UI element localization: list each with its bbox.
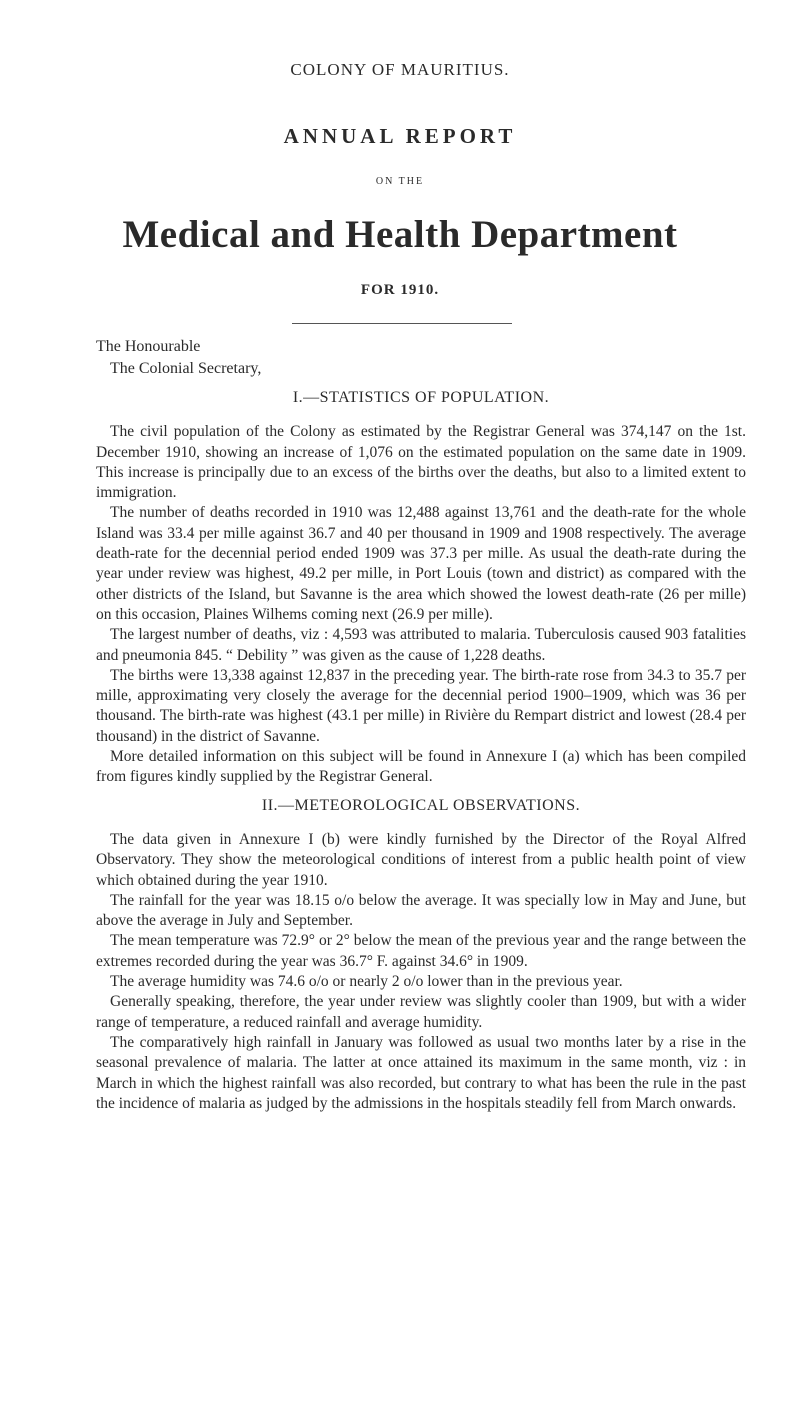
addressee-line-1: The Honourable	[96, 338, 201, 355]
title-divider	[292, 323, 512, 324]
paragraph: The number of deaths recorded in 1910 was 12,488 against 13,761 and the death-rate for the whole Island was 33.4 per mille against 36.7 and 40 per thousand in 1909 and 1908 respectively. The average death-rate for the decennial period ended 1909 was 37.3 per mille. As usual the death-rate during the year under review was highest, 49.2 per mille, in Port Louis (town and district) as compared with the other districts of the Island, but Savanne is the area which showed the lowest death-rate (26 per mille) on this occasion, Plaines Wilhems coming next (26.9 per mille).	[96, 504, 746, 623]
annual-report-title: ANNUAL REPORT	[283, 124, 517, 148]
department-title: Medical and Health Department	[122, 213, 678, 256]
paragraph: The data given in Annexure I (b) were kindly furnished by the Director of the Royal Alfred Observatory. They show the meteorological conditions of interest from a public health point of view which obtained during the year 1910.	[96, 830, 746, 889]
paragraph: The largest number of deaths, viz : 4,593 was attributed to malaria. Tuberculosis caused 903 fatalities and pneumonia 845. “ Debility ” was given as the cause of 1,228 deaths.	[96, 626, 746, 664]
colony-title: COLONY OF MAURITIUS.	[290, 60, 510, 79]
on-the-label: ON THE	[375, 176, 425, 187]
paragraph: The comparatively high rainfall in January was followed as usual two months later by a rise in the seasonal prevalence of malaria. The latter at once attained its maximum in the same month, viz : in March in which the highest rainfall was also recorded, but contrary to what has been the rule in the past the incidence of malaria as judged by the admissions in the hospitals steadily fell from March onwards.	[96, 1033, 746, 1112]
paragraph: The births were 13,338 against 12,837 in the preceding year. The birth-rate rose from 34.3 to 35.7 per mille, approximating very closely the average for the decennial period 1900–1909, which was 36 per thousand. The birth-rate was highest (43.1 per mille) in Rivière du Rempart district and lowest (28.4 per thousand) in the district of Savanne.	[96, 666, 746, 745]
paragraph: The rainfall for the year was 18.15 o/o below the average. It was specially low in May and June, but above the average in July and September.	[96, 891, 746, 930]
paragraph: The civil population of the Colony as estimated by the Registrar General was 374,147 on the 1st. December 1910, showing an increase of 1,076 on the estimated population on the same date in 1909. This increase is principally due to an excess of the births over the deaths, but also to a limited extent to immigration.	[96, 423, 746, 502]
paragraph: The average humidity was 74.6 o/o or nearly 2 o/o lower than in the previous year.	[110, 973, 623, 991]
paragraph: More detailed information on this subject will be found in Annexure I (a) which has been compiled from figures kindly supplied by the Registrar General.	[96, 748, 746, 786]
section-heading-meteorology: II.—METEOROLOGICAL OBSERVATIONS.	[261, 796, 581, 814]
paragraph: Generally speaking, therefore, the year under review was slightly cooler than 1909, but with a wider range of temperature, a reduced rainfall and average humidity.	[96, 993, 746, 1031]
section-heading-population: I.—STATISTICS OF POPULATION.	[292, 389, 550, 406]
report-body	[96, 385, 746, 1114]
report-year: FOR 1910.	[360, 282, 440, 298]
addressee-line-2: The Colonial Secretary,	[110, 360, 262, 377]
paragraph: The mean temperature was 72.9° or 2° below the mean of the previous year and the range between the extremes recorded during the year was 36.7° F. against 34.6° in 1909.	[96, 932, 746, 970]
